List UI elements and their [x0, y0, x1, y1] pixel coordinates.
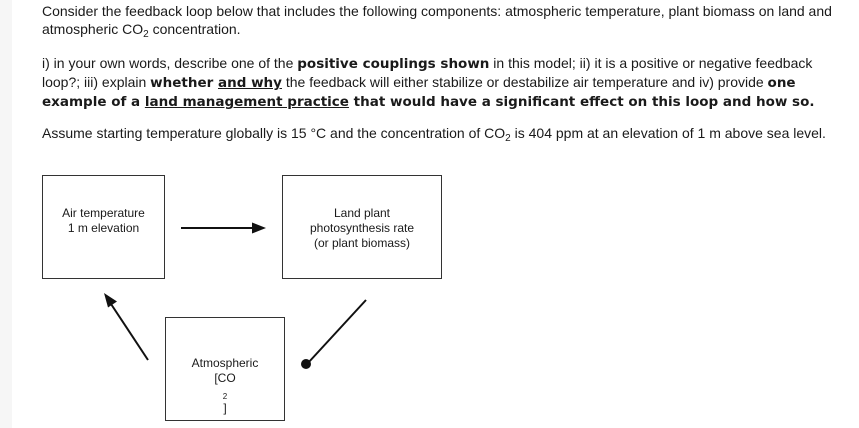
- task-emphasis-effect: that would have a significant effect on this loop and how so.: [348, 94, 815, 110]
- assumption-text-end: is 404 ppm at an elevation of 1 m above sea level.: [510, 125, 826, 141]
- co2-to-air-arrowhead: [104, 293, 117, 308]
- plant-line3: (or plant biomass): [313, 236, 411, 250]
- task-text-a: i) in your own words, describe one of the: [42, 55, 298, 71]
- task-emphasis-whether: whether: [150, 75, 218, 91]
- air-temperature-line2: 1 m elevation: [67, 221, 140, 235]
- intro-text: Consider the feedback loop below that includes the following components: atmospheric temperature, plant biomass on land and atmospheric CO: [42, 3, 832, 37]
- air-to-plant-arrowhead: [252, 223, 266, 234]
- task-emphasis-and-why: and why: [218, 75, 282, 91]
- task-emphasis-one-example: one example of a: [42, 75, 796, 110]
- co2-line1: Atmospheric: [191, 356, 259, 370]
- task-text-f: the feedback will either stabilize or destabilize air temperature and iv) provide: [281, 74, 768, 90]
- co2-to-air-link: [111, 304, 148, 360]
- task-emphasis-positive-couplings: positive couplings shown: [297, 56, 490, 72]
- co2-line2-prefix: [CO: [214, 371, 236, 385]
- assumption-text: Assume starting temperature globally is 15 °C and the concentration of CO: [42, 125, 506, 141]
- intro-subscript: 2: [143, 29, 149, 40]
- co2-line2-subscript: 2: [222, 392, 228, 401]
- task-text-c: in this model; ii) it is a positive or negative feedback loop?; iii) explain: [42, 55, 813, 90]
- assumption-subscript: 2: [505, 133, 511, 144]
- plant-to-co2-dot-terminator: [301, 359, 311, 369]
- plant-line1: Land plant: [333, 206, 391, 220]
- intro-text-end: concentration.: [148, 21, 241, 37]
- air-temperature-line1: Air temperature: [62, 206, 145, 220]
- co2-line2-suffix: ]: [223, 401, 227, 415]
- plant-to-co2-link: [308, 300, 366, 363]
- task-emphasis-land-management: land management practice: [144, 94, 349, 110]
- plant-line2: photosynthesis rate: [309, 221, 415, 235]
